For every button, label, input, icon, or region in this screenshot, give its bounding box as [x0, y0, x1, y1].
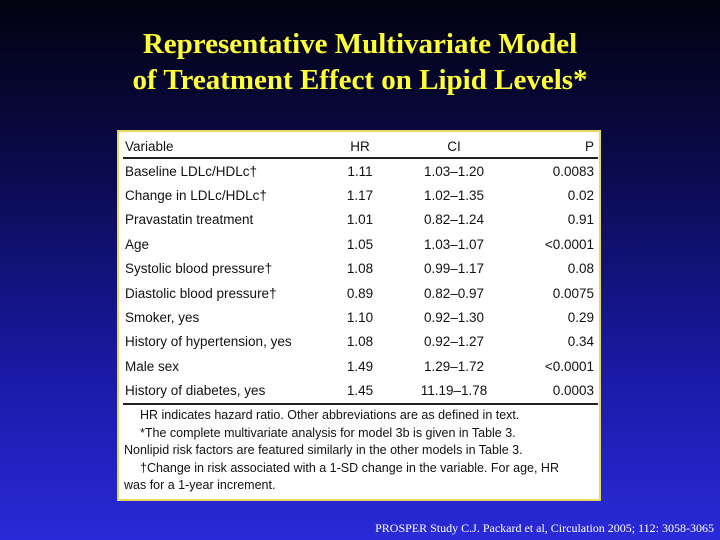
- cell-variable: Systolic blood pressure†: [125, 261, 273, 277]
- footnote-dagger-continued: was for a 1-year increment.: [124, 478, 276, 492]
- table-row: [123, 158, 598, 183]
- footnote-dagger: †Change in risk associated with a 1-SD change in the variable. For age, HR: [140, 460, 559, 475]
- table-row: [123, 183, 598, 207]
- cell-ci: 1.29–1.72: [423, 358, 485, 374]
- table-header-row: [123, 136, 598, 158]
- citation: PROSPER Study C.J. Packard et al, Circulation 2005; 112: 3058-3065: [375, 521, 714, 535]
- cell-hr: 1.49: [346, 358, 374, 374]
- cell-hr: 1.10: [346, 310, 374, 326]
- cell-p: 0.0083: [552, 163, 594, 179]
- cell-p: <0.0001: [544, 236, 594, 252]
- table-row: [123, 208, 598, 232]
- cell-hr: 1.01: [346, 212, 374, 228]
- header-hr: HR: [325, 136, 395, 158]
- cell-ci: 0.82–0.97: [423, 285, 485, 301]
- header-ci: CI: [395, 136, 513, 158]
- multivariate-table: [123, 136, 598, 405]
- cell-p: 0.34: [567, 334, 594, 350]
- cell-ci: 11.19–1.78: [395, 379, 513, 404]
- cell-ci: 1.03–1.20: [423, 163, 485, 179]
- cell-p: 0.08: [567, 261, 594, 277]
- slide-title: [0, 26, 720, 98]
- table-footnotes: [124, 407, 598, 495]
- table-row: [123, 379, 598, 404]
- cell-ci: 1.03–1.07: [423, 236, 485, 252]
- title-line-2: of Treatment Effect on Lipid Levels*: [132, 64, 588, 96]
- cell-p: 0.0003: [513, 379, 598, 404]
- cell-variable: History of diabetes, yes: [123, 379, 325, 404]
- header-variable: Variable: [123, 136, 325, 158]
- cell-ci: 0.92–1.27: [423, 334, 485, 350]
- cell-variable: History of hypertension, yes: [125, 334, 292, 350]
- table-row: [123, 257, 598, 281]
- cell-hr: 1.17: [346, 188, 374, 204]
- table-row: [123, 354, 598, 378]
- cell-ci: 0.82–1.24: [423, 212, 485, 228]
- cell-variable: Pravastatin treatment: [125, 212, 254, 228]
- cell-variable: Male sex: [125, 358, 180, 374]
- table-row: [123, 281, 598, 305]
- header-p: P: [513, 136, 598, 158]
- footnote-nonlipid: Nonlipid risk factors are featured similarly in the other models in Table 3.: [124, 443, 523, 457]
- table-panel: [117, 130, 601, 501]
- cell-p: 0.0075: [552, 285, 594, 301]
- cell-variable: Diastolic blood pressure†: [125, 285, 277, 301]
- cell-p: 0.29: [567, 310, 594, 326]
- footnote-abbreviations: HR indicates hazard ratio. Other abbreviations are as defined in text.: [140, 408, 520, 422]
- cell-variable: Smoker, yes: [125, 310, 200, 326]
- cell-hr: 1.45: [325, 379, 395, 404]
- cell-ci: 0.92–1.30: [423, 310, 485, 326]
- cell-ci: 1.02–1.35: [423, 188, 485, 204]
- cell-ci: 0.99–1.17: [423, 261, 485, 277]
- table-row: [123, 305, 598, 329]
- cell-hr: 1.05: [346, 236, 374, 252]
- table-row: [123, 232, 598, 256]
- cell-hr: 1.08: [346, 334, 374, 350]
- cell-variable: Baseline LDLc/HDLc†: [125, 163, 258, 179]
- cell-hr: 0.89: [346, 285, 374, 301]
- cell-p: 0.02: [567, 188, 594, 204]
- table-row: [123, 330, 598, 354]
- title-line-1: Representative Multivariate Model: [142, 28, 578, 60]
- cell-p: 0.91: [567, 212, 594, 228]
- cell-variable: Age: [125, 236, 150, 252]
- cell-hr: 1.08: [346, 261, 374, 277]
- cell-p: <0.0001: [544, 358, 594, 374]
- cell-variable: Change in LDLc/HDLc†: [125, 188, 267, 204]
- footnote-asterisk: *The complete multivariate analysis for model 3b is given in Table 3.: [140, 425, 516, 440]
- cell-hr: 1.11: [347, 163, 373, 179]
